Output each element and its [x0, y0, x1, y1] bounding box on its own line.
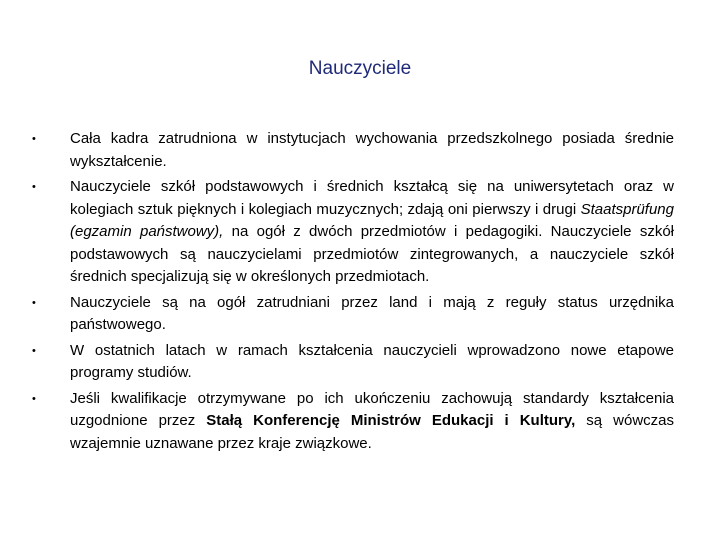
bullet-text: Nauczyciele są na ogół zatrudniani przez land i mają z reguły status urzędnika państwowego. — [70, 293, 674, 333]
bullet-text: na ogół z dwóch przedmiotów i pedagogiki. Nauczyciele szkół podstawowych są nauczycielami przedmiotów zintegrowanych, a nauczyciele szkół średnich specjalizują się w określonych przedmiotach. — [70, 223, 674, 285]
bullet-text: Jeśli kwalifikacje otrzymywane po ich ukończeniu zachowują standardy kształcenia uzgodnione przez — [70, 389, 674, 429]
bullet-text-emphasis: Stałą Konferencję Ministrów Edukacji i Kultury, — [206, 412, 576, 429]
bullet-item-1 — [28, 128, 674, 173]
bullet-dot-icon: • — [32, 296, 36, 309]
bullet-item-3 — [28, 292, 674, 337]
bullet-item-4 — [28, 340, 674, 385]
bullet-dot-icon: • — [32, 181, 36, 193]
bullet-list — [28, 128, 674, 458]
bullet-text: są wówczas wzajemnie uznawane przez kraje związkowe. — [70, 412, 675, 452]
bullet-item-2 — [28, 176, 674, 289]
bullet-text: W ostatnich latach w ramach kształcenia nauczycieli wprowadzono nowe etapowe programy studiów. — [70, 341, 674, 381]
bullet-text-emphasis: Staatsprüfung (egzamin państwowy), — [70, 200, 674, 240]
bullet-text: Nauczyciele szkół podstawowych i średnich kształcą się na uniwersytetach oraz w kolegiach sztuk pięknych i kolegiach muzycznych; zdają oni pierwszy i drugi — [70, 178, 674, 218]
bullet-dot-icon: • — [32, 133, 36, 145]
bullet-text: Cała kadra zatrudniona w instytucjach wychowania przedszkolnego posiada średnie wykształcenie. — [70, 130, 674, 170]
slide-title: Nauczyciele — [308, 58, 412, 79]
bullet-dot-icon: • — [32, 344, 36, 357]
bullet-dot-icon: • — [32, 392, 36, 405]
bullet-item-5 — [28, 388, 674, 456]
